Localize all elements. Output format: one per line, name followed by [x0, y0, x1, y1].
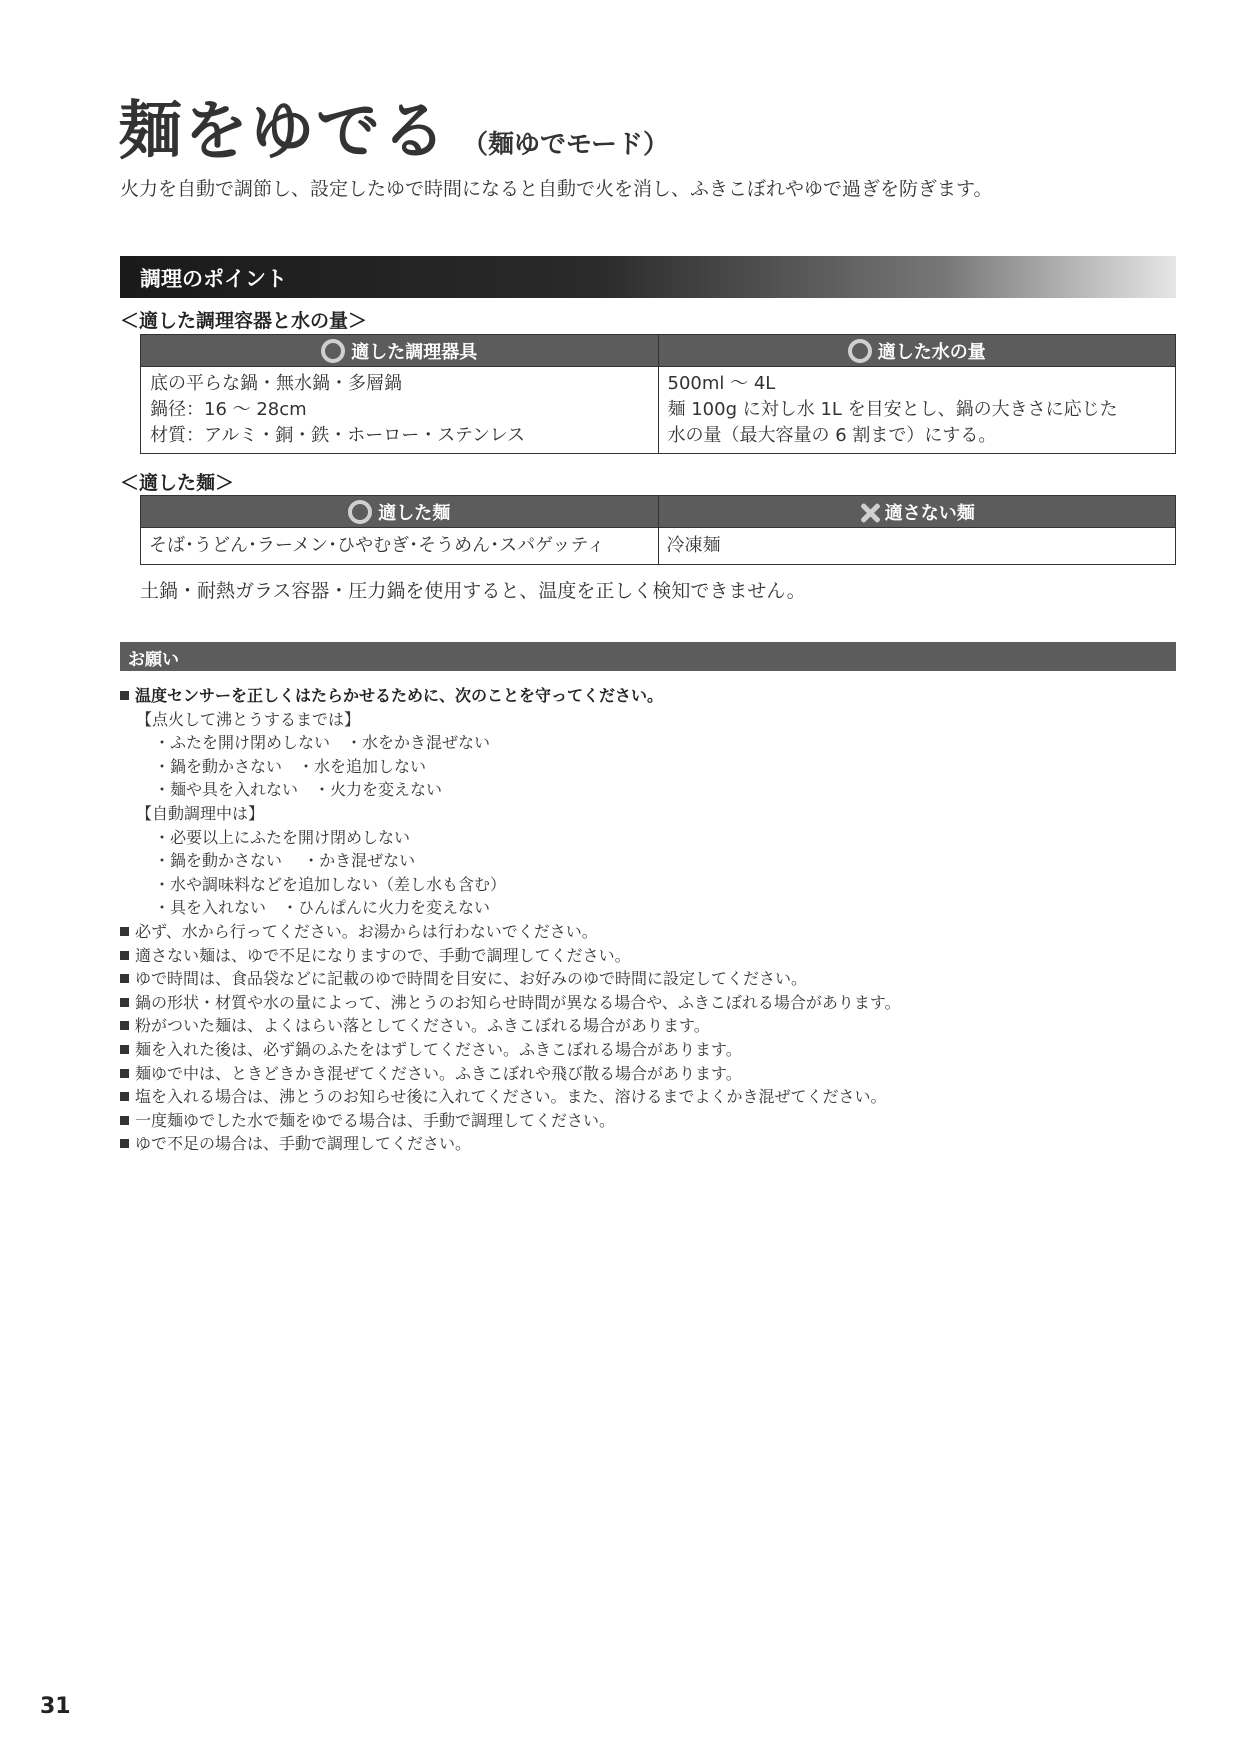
noodle-col-right: 適さない麺 [658, 496, 1176, 528]
container-col-right: 適した水の量 [658, 335, 1176, 367]
list-item: 適さない麺は、ゆで不足になりますので、手動で調理してください。 [120, 944, 1180, 968]
circle-ok-icon [348, 500, 372, 524]
list-item: ・水や調味料などを追加しない（差し水も含む） [154, 874, 507, 894]
list-item: 粉がついた麺は、よくはらい落としてください。ふきこぼれる場合があります。 [120, 1014, 1180, 1038]
title-sub: （麺ゆでモード） [462, 130, 669, 160]
cell-line: 麺 100g に対し水 1L を目安とし、鍋の大きさに応じた [667, 399, 1118, 420]
noodle-cell-left: そば･うどん･ラーメン･ひやむぎ･そうめん･スパゲッティ [141, 528, 659, 565]
cell-line: 底の平らな鍋・無水鍋・多層鍋 [150, 373, 402, 394]
circle-ok-icon [848, 339, 872, 363]
request-header [120, 642, 1176, 671]
cross-ng-icon [859, 502, 881, 524]
page-number: 31 [40, 1694, 71, 1719]
container-col-left: 適した調理器具 [141, 335, 659, 367]
list-item: ・ふたを開け閉めしない ・水をかき混ぜない [154, 733, 491, 753]
list-item: 一度麺ゆでした水で麺をゆでる場合は、手動で調理してください。 [120, 1109, 1180, 1133]
cell-line: 材質：アルミ・銅・鉄・ホーロー・ステンレス [150, 425, 526, 446]
list-item: ・具を入れない ・ひんぱんに火力を変えない [154, 898, 491, 918]
caution-note: 土鍋・耐熱ガラス容器・圧力鍋を使用すると、温度を正しく検知できません。 [140, 580, 806, 602]
section-title: 調理のポイント [140, 267, 287, 291]
noodle-heading: ＜適した麺＞ [120, 472, 235, 494]
circle-ok-icon [321, 339, 345, 363]
list-item: ・必要以上にふたを開け閉めしない [154, 827, 411, 847]
container-table [140, 334, 1176, 454]
container-cell-left [141, 367, 659, 454]
noodle-cell-right: 冷凍麺 [658, 528, 1176, 565]
container-cell-right [658, 367, 1176, 454]
cell-line: 鍋径：16 ～ 28cm [150, 399, 307, 420]
cell-line: 水の量（最大容量の 6 割まで）にする。 [667, 425, 997, 446]
list-item: ゆで時間は、食品袋などに記載のゆで時間を目安に、お好みのゆで時間に設定してください。 [120, 967, 1180, 991]
request-title: お願い [128, 650, 179, 670]
list-item: 麺ゆで中は、ときどきかき混ぜてください。ふきこぼれや飛び散る場合があります。 [120, 1062, 1180, 1086]
page-title [118, 80, 669, 172]
container-heading: ＜適した調理容器と水の量＞ [120, 310, 368, 332]
list-item: ・鍋を動かさない ・水を追加しない [154, 756, 427, 776]
request-list [120, 684, 1180, 1156]
list-item: 麺を入れた後は、必ず鍋のふたをはずしてください。ふきこぼれる場合があります。 [120, 1038, 1180, 1062]
noodle-table [140, 495, 1176, 565]
list-item: ・鍋を動かさない ・かき混ぜない [154, 851, 416, 871]
title-main: 麺をゆでる [118, 95, 448, 169]
intro-text: 火力を自動で調節し、設定したゆで時間になると自動で火を消し、ふきこぼれやゆで過ぎを防ぎます。 [120, 178, 993, 200]
group-title: 【自動調理中は】 [136, 803, 265, 823]
list-item: 必ず、水から行ってください。お湯からは行わないでください。 [120, 920, 1180, 944]
section-header [120, 256, 1176, 298]
list-item: 鍋の形状・材質や水の量によって、沸とうのお知らせ時間が異なる場合や、ふきこぼれる場合があります。 [120, 991, 1180, 1015]
noodle-col-left: 適した麺 [141, 496, 659, 528]
list-item: ・麺や具を入れない ・火力を変えない [154, 780, 443, 800]
list-item: 温度センサーを正しくはたらかせるために、次のことを守ってください。 [120, 684, 1180, 708]
list-item: ゆで不足の場合は、手動で調理してください。 [120, 1132, 1180, 1156]
list-item: 塩を入れる場合は、沸とうのお知らせ後に入れてください。また、溶けるまでよくかき混ぜてください。 [120, 1085, 1180, 1109]
group-title: 【点火して沸とうするまでは】 [136, 709, 361, 729]
cell-line: 500ml ～ 4L [667, 373, 776, 394]
